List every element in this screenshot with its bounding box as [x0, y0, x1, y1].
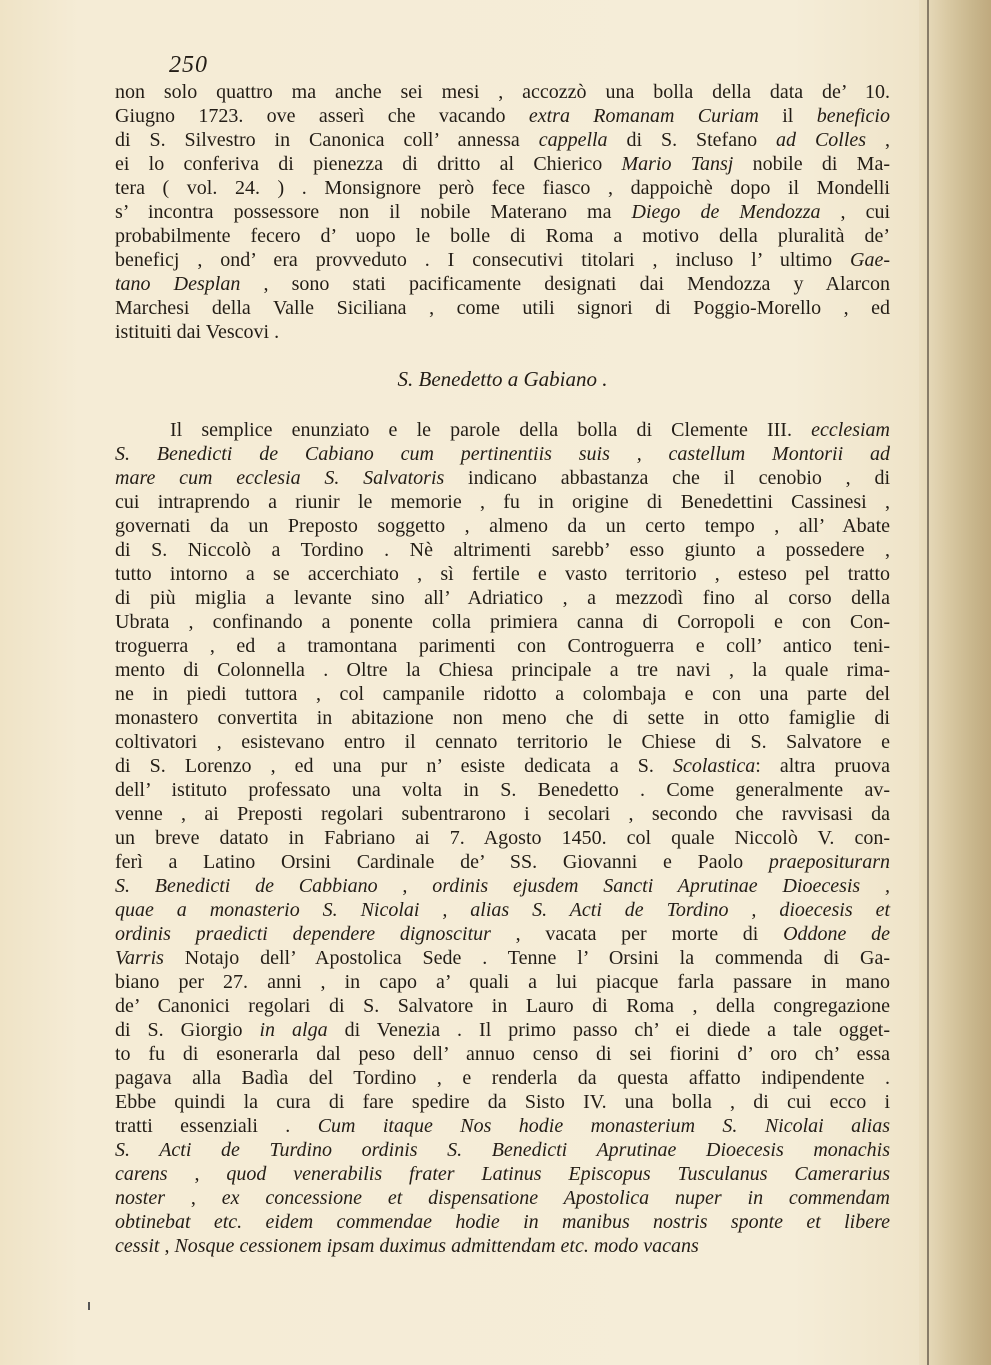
- text-run: ,: [866, 129, 890, 151]
- italic-text: cappella: [538, 129, 608, 151]
- italic-text: S. Acti de Turdino ordinis S. Benedicti Aprutinae Dioecesis monachis: [115, 1139, 890, 1161]
- text-run: s’ incontra possessore non il nobile Materano ma: [115, 201, 632, 223]
- text-run: istituiti dai Vescovi .: [115, 321, 280, 343]
- text-run: Il semplice enunziato e le parole della bolla di Clemente III.: [170, 419, 812, 441]
- text-run: di S. Silvestro in Canonica coll’ annessa: [115, 129, 539, 151]
- text-run: governati da un Preposto soggetto , almeno da un certo tempo , all’ Abate: [115, 515, 890, 537]
- italic-text: Mario Tansj: [621, 153, 734, 175]
- text-line: [115, 176, 890, 200]
- text-line: [115, 802, 890, 826]
- text-line: [115, 586, 890, 610]
- text-line: [115, 1114, 890, 1138]
- page-number: 250: [169, 52, 208, 78]
- text-run: to fu di esonerarla dal peso dell’ annuo censo di sei fiorini d’ oro ch’ essa: [115, 1043, 890, 1065]
- text-run: , cui: [820, 201, 891, 223]
- text-run: coltivatori , esistevano entro il cennato territorio le Chiese di S. Salvatore e: [115, 731, 890, 753]
- text-run: monastero convertita in abitazione non meno che di sette in otto famiglie di: [115, 707, 890, 729]
- text-line: [115, 1042, 890, 1066]
- text-run: Ubrata , confinando a ponente colla primiera canna di Corropoli e con Con-: [115, 611, 890, 633]
- text-line: [115, 706, 890, 730]
- text-run: Giugno 1723. ove asserì che vacando: [115, 105, 529, 127]
- page-edge-line: [927, 0, 929, 1365]
- text-run: di S. Stefano: [607, 129, 777, 151]
- italic-text: cessit: [115, 1235, 160, 1257]
- italic-text: ad Colles: [776, 129, 867, 151]
- text-line: [115, 128, 890, 152]
- text-line: [115, 1018, 890, 1042]
- italic-text: tano Desplan: [115, 273, 241, 295]
- text-run: de’ Canonici regolari di S. Salvatore in Lauro di Roma , della congregazione: [115, 995, 890, 1017]
- text-line: [115, 1066, 890, 1090]
- italic-text: Scolastica: [672, 755, 756, 777]
- italic-text: ex concessione et dispensatione Apostolica nuper in commendam: [221, 1187, 891, 1209]
- text-run: ferì a Latino Orsini Cardinale de’ SS. Giovanni e Paolo: [115, 851, 769, 873]
- text-line: [115, 272, 890, 296]
- text-run: Marchesi della Valle Siciliana , come utili signori di Poggio-Morello , ed: [115, 297, 890, 319]
- text-run: di S. Giorgio: [115, 1019, 260, 1041]
- text-run: ,: [165, 1187, 222, 1209]
- text-line: [115, 1138, 890, 1162]
- text-line: [115, 754, 890, 778]
- text-line: [115, 1210, 890, 1234]
- text-line: [115, 874, 890, 898]
- text-line: [115, 970, 890, 994]
- text-run: tera ( vol. 24. ) . Monsignore però fece fiasco , dappoichè dopo il Mondelli: [115, 177, 890, 199]
- text-run: di Venezia . Il primo passo ch’ ei diede a tale ogget-: [327, 1019, 890, 1041]
- text-line: [115, 1090, 890, 1114]
- italic-text: obtinebat etc. eidem commendae hodie in manibus nostris sponte et libere: [115, 1211, 890, 1233]
- text-run: tutto intorno a se accerchiato , sì fertile e vasto territorio , esteso pel tratto: [115, 563, 890, 585]
- text-line: [115, 466, 890, 490]
- text-run: Ebbe quindi la cura di fare spedire da Sisto IV. una bolla , di cui ecco i: [115, 1091, 890, 1113]
- text-run: dell’ istituto professato una volta in S. Benedetto . Come generalmente av-: [115, 779, 890, 801]
- text-run: , sono stati pacificamente designati dai Mendozza y Alarcon: [240, 273, 890, 295]
- text-run: ne in piedi tuttora , col campanile ridotto a colombaja e con una parte del: [115, 683, 890, 705]
- text-run: di S. Lorenzo , ed una pur n’ esiste dedicata a S.: [115, 755, 673, 777]
- text-run: : altra pruova: [755, 755, 890, 777]
- text-line: [115, 104, 890, 128]
- text-run: ,: [167, 1163, 227, 1185]
- text-line: [115, 1234, 890, 1258]
- italic-text: Oddone de: [783, 923, 891, 945]
- text-run: indicano abbastanza che il cenobio , di: [444, 467, 890, 489]
- text-line: [115, 200, 890, 224]
- italic-text: ordinis praedicti dependere dignoscitur: [115, 923, 491, 945]
- italic-text: S. Benedicti de Cabiano cum pertinentiis suis , castellum Montorii ad: [115, 443, 890, 465]
- text-line: [115, 1186, 890, 1210]
- italic-text: ecclesiam: [811, 419, 890, 441]
- text-run: mento di Colonnella . Oltre la Chiesa principale a tre navi , la quale rima-: [115, 659, 890, 681]
- text-run: troguerra , ed a tramontana parimenti con Controguerra e coll’ antico teni-: [115, 635, 890, 657]
- italic-text: beneficio: [816, 105, 890, 127]
- text-run: ,: [159, 1235, 175, 1257]
- italic-text: Diego de Mendozza: [631, 201, 821, 223]
- paragraph-gabiano: [115, 418, 890, 1258]
- text-line: [115, 442, 890, 466]
- italic-text: Cum itaque Nos hodie monasterium S. Nicolai alias: [317, 1115, 890, 1137]
- italic-text: Nosque cessionem ipsam duximus admittendam etc. modo vacans: [174, 1235, 699, 1257]
- italic-text: praepositurarn: [768, 851, 890, 873]
- text-line: [115, 898, 890, 922]
- text-line: [115, 514, 890, 538]
- text-line: [115, 658, 890, 682]
- text-run: , vacata per morte di: [490, 923, 784, 945]
- page-gutter-edge: [919, 0, 991, 1365]
- text-line: [115, 248, 890, 272]
- italic-text: Varris: [115, 947, 164, 969]
- text-line: [115, 994, 890, 1018]
- text-line: [115, 490, 890, 514]
- text-line: [115, 682, 890, 706]
- text-line: [115, 80, 890, 104]
- text-run: beneficj , ond’ era provveduto . I consecutivi titolari , incluso l’ ultimo: [115, 249, 851, 271]
- italic-text: mare cum ecclesia S. Salvatoris: [115, 467, 445, 489]
- text-run: di più miglia a levante sino all’ Adriatico , a mezzodì fino al corso della: [115, 587, 890, 609]
- text-run: Notajo dell’ Apostolica Sede . Tenne l’ Orsini la commenda di Ga-: [163, 947, 890, 969]
- text-line: [115, 610, 890, 634]
- italic-text: extra Romanam Curiam: [528, 105, 759, 127]
- text-line: [115, 634, 890, 658]
- text-line: [115, 562, 890, 586]
- text-line: [115, 730, 890, 754]
- text-line: [115, 922, 890, 946]
- text-run: ei lo conferiva di pienezza di dritto al Chierico: [115, 153, 622, 175]
- text-run: pagava alla Badìa del Tordino , e renderla da questa affatto indipendente .: [115, 1067, 890, 1089]
- text-line: [115, 418, 890, 442]
- text-run: nobile di Ma-: [733, 153, 890, 175]
- text-run: probabilmente fecero d’ uopo le bolle di Roma a motivo della pluralità de’: [115, 225, 890, 247]
- text-line: [115, 224, 890, 248]
- text-line: [115, 320, 890, 344]
- text-line: [115, 296, 890, 320]
- italic-text: noster: [115, 1187, 165, 1209]
- text-run: non solo quattro ma anche sei mesi , accozzò una bolla della data de’ 10.: [115, 81, 890, 103]
- text-line: [115, 152, 890, 176]
- text-line: [115, 946, 890, 970]
- paragraph-mendozza: [115, 80, 890, 344]
- italic-text: Gae-: [850, 249, 890, 271]
- text-run: tratti essenziali .: [115, 1115, 318, 1137]
- text-line: [115, 850, 890, 874]
- italic-text: carens: [115, 1163, 168, 1185]
- text-run: biano per 27. anni , in capo a’ quali a lui piacque farla passare in mano: [115, 971, 890, 993]
- text-run: il: [758, 105, 817, 127]
- text-run: venne , ai Preposti regolari subentrarono i secolari , secondo che ravvisasi da: [115, 803, 890, 825]
- text-run: cui intraprendo a riunir le memorie , fu in origine di Benedettini Cassinesi ,: [115, 491, 890, 513]
- text-run: di S. Niccolò a Tordino . Nè altrimenti sarebb’ esso giunto a possedere ,: [115, 539, 890, 561]
- italic-text: in alga: [259, 1019, 328, 1041]
- italic-text: quae a monasterio S. Nicolai , alias S. Acti de Tordino , dioecesis et: [115, 899, 890, 921]
- page-spot: [88, 1302, 90, 1310]
- section-title: S. Benedetto a Gabiano .: [397, 367, 608, 391]
- text-line: [115, 778, 890, 802]
- italic-text: quod venerabilis frater Latinus Episcopus Tusculanus Camerarius: [226, 1163, 890, 1185]
- text-line: [115, 826, 890, 850]
- italic-text: S. Benedicti de Cabbiano , ordinis ejusdem Sancti Aprutinae Dioecesis ,: [115, 875, 890, 897]
- text-line: [115, 538, 890, 562]
- text-run: un breve datato in Fabriano ai 7. Agosto 1450. col quale Niccolò V. con-: [115, 827, 890, 849]
- text-line: [115, 1162, 890, 1186]
